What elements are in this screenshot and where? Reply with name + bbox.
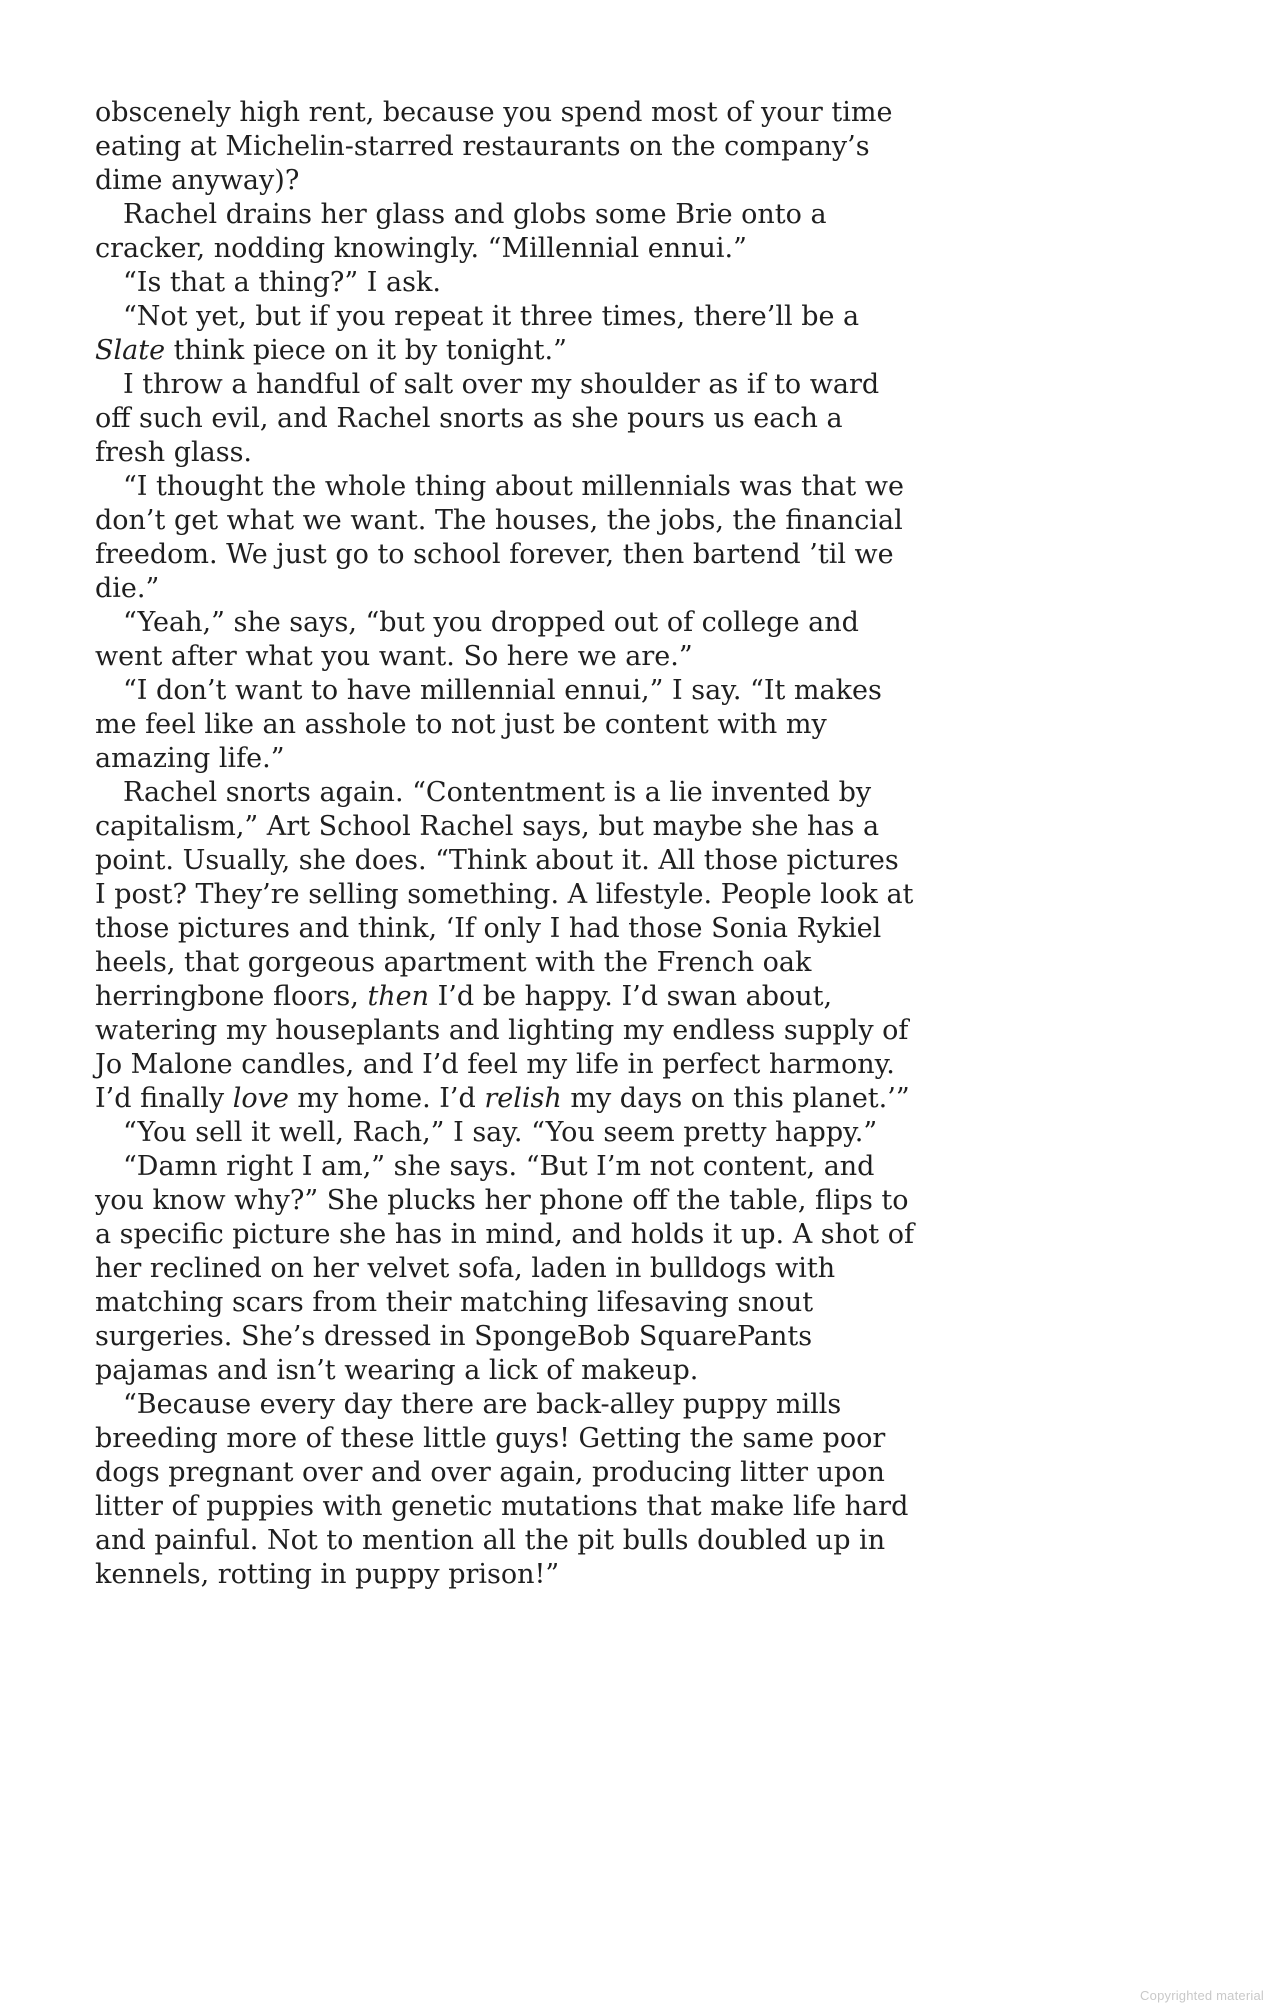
book-page [95,96,915,1592]
paragraph [95,1388,915,1592]
book-text [95,96,915,1592]
italic-text: love [232,1083,289,1114]
paragraph [95,606,915,674]
paragraph [95,266,915,300]
paragraph [95,674,915,776]
paragraph [95,300,915,368]
text-segment: “You sell it well, Rach,” I say. “You seem pretty happy.” [123,1117,878,1148]
text-segment: Rachel drains her glass and globs some Brie onto a cracker, nodding knowingly. “Millennial ennui.” [95,199,827,264]
italic-text: then [367,981,430,1012]
text-segment: “Damn right I am,” she says. “But I’m not content, and you know why?” She plucks her phone off the table, flips to a specific picture she has in mind, and holds it up. A shot of her reclined on her velvet sofa, laden in bulldogs with matching scars from their matching lifesaving snout surgeries. She’s dressed in SpongeBob SquarePants pajamas and isn’t wearing a lick of makeup. [95,1151,914,1386]
text-segment: “Yeah,” she says, “but you dropped out of college and went after what you want. So here we are.” [95,607,859,672]
text-segment: obscenely high rent, because you spend most of your time eating at Michelin-starred restaurants on the company’s dime anyway)? [95,97,893,196]
paragraph [95,776,915,1116]
paragraph [95,470,915,606]
text-segment: my days on this planet.’” [561,1083,910,1114]
paragraph [95,1150,915,1388]
paragraph [95,96,915,198]
text-segment: “I thought the whole thing about millennials was that we don’t get what we want. The houses, the jobs, the financial freedom. We just go to school forever, then bartend ’til we die.” [95,471,904,604]
text-segment: “Because every day there are back-alley puppy mills breeding more of these little guys! Getting the same poor dogs pregnant over and over again, producing litter upon litter of puppies with genetic mutations that make life hard and painful. Not to mention all the pit bulls doubled up in kennels, rotting in puppy prison!” [95,1389,909,1590]
paragraph [95,198,915,266]
text-segment: “I don’t want to have millennial ennui,” I say. “It makes me feel like an asshole to not just be content with my amazing life.” [95,675,882,774]
text-segment: I throw a handful of salt over my shoulder as if to ward off such evil, and Rachel snorts as she pours us each a fresh glass. [95,369,880,468]
italic-text: relish [484,1083,562,1114]
paragraph [95,368,915,470]
text-segment: “Is that a thing?” I ask. [123,267,441,298]
text-segment: “Not yet, but if you repeat it three times, there’ll be a [123,301,860,332]
italic-text: Slate [95,335,166,366]
text-segment: my home. I’d [288,1083,485,1114]
paragraph [95,1116,915,1150]
text-segment: I’d be happy. I’d swan about, watering my houseplants and lighting my endless supply of Jo Malone candles, and I’d feel my life in perfect harmony. I’d finally [95,981,909,1114]
text-segment: think piece on it by tonight.” [165,335,567,366]
text-segment: Rachel snorts again. “Contentment is a lie invented by capitalism,” Art School Rachel says, but maybe she has a point. Usually, she does. “Think about it. All those pictures I post? They’re selling something. A lifestyle. People look at those pictures and think, ‘If only I had those Sonia Rykiel heels, that gorgeous apartment with the French oak herringbone floors, [95,777,914,1012]
copyright-watermark: Copyrighted material [1140,1988,1264,2003]
